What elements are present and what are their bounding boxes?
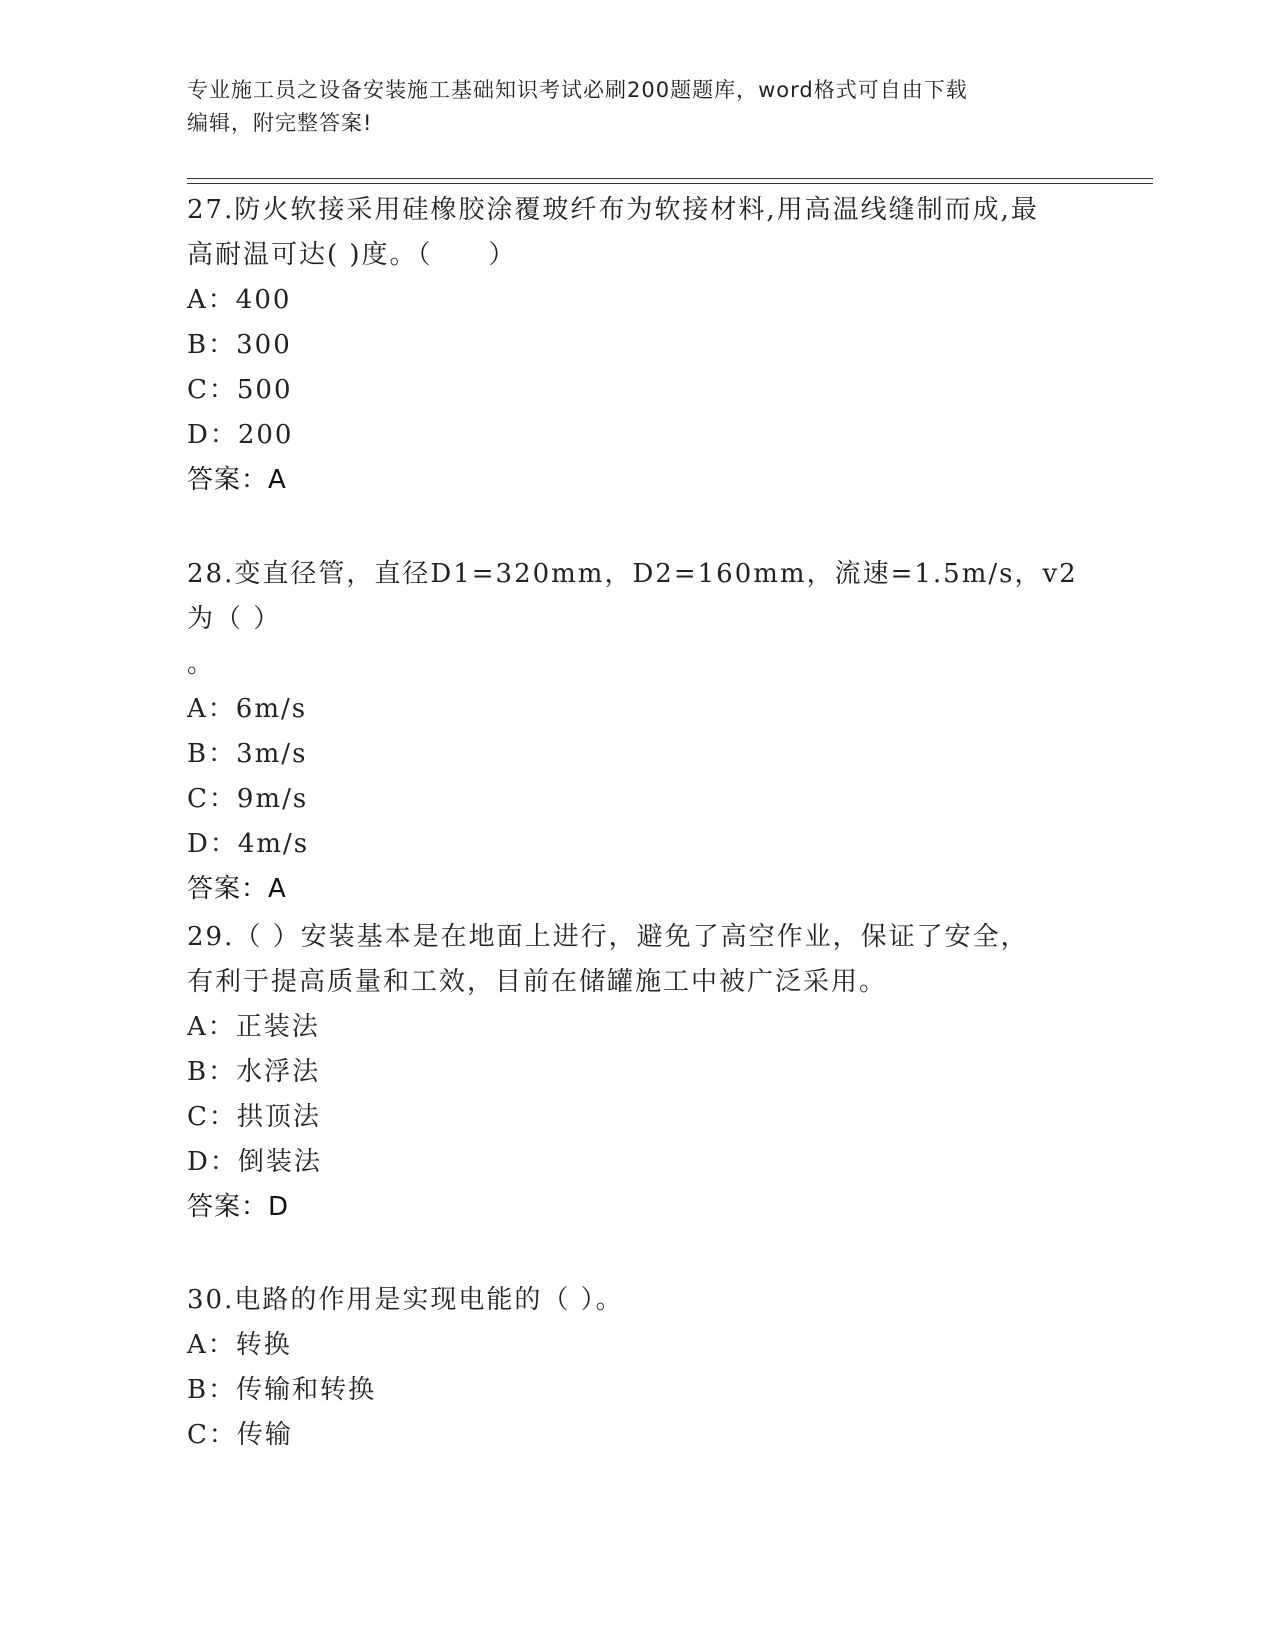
option-b: B：300 <box>187 330 292 360</box>
answer-text: 答案：A <box>187 465 287 495</box>
question-stem-line: 27.防火软接采用硅橡胶涂覆玻纤布为软接材料,用高温线缝制而成,最 <box>187 195 1039 225</box>
question-stem-line: 。 <box>187 649 216 679</box>
option-a: A：6m/s <box>187 694 308 724</box>
question-stem-line: 29.（ ）安装基本是在地面上进行，避免了高空作业，保证了安全， <box>187 922 1029 952</box>
question-stem <box>187 1278 1087 1323</box>
question-30 <box>187 1278 1087 1458</box>
question-stem <box>187 188 1087 278</box>
question-stem-line: 有利于提高质量和工效，目前在储罐施工中被广泛采用。 <box>187 967 888 997</box>
option-c: C：拱顶法 <box>187 1102 321 1132</box>
option-d: D：200 <box>187 420 294 450</box>
question-stem-line: 高耐温可达( )度。（ ） <box>187 240 517 270</box>
question-stem <box>187 915 1087 1005</box>
option-a: A：400 <box>187 285 292 315</box>
question-stem <box>187 552 1087 687</box>
header-divider-bottom <box>187 183 1153 184</box>
question-stem-line: 30.电路的作用是实现电能的（ ）。 <box>187 1285 624 1315</box>
option-b: B：传输和转换 <box>187 1375 377 1405</box>
question-27 <box>187 188 1087 503</box>
option-d: D：4m/s <box>187 829 310 859</box>
answer-text: 答案：D <box>187 1192 290 1222</box>
option-a: A：转换 <box>187 1330 292 1360</box>
option-c: C：500 <box>187 375 293 405</box>
document-header <box>187 74 1067 140</box>
question-29 <box>187 915 1087 1230</box>
option-c: C：9m/s <box>187 784 309 814</box>
option-c: C：传输 <box>187 1420 293 1450</box>
option-b: B：水浮法 <box>187 1057 321 1087</box>
answer-text: 答案：A <box>187 874 287 904</box>
option-a: A：正装法 <box>187 1012 320 1042</box>
header-title-line-2: 编辑，附完整答案! <box>187 111 373 135</box>
option-d: D：倒装法 <box>187 1147 322 1177</box>
question-28 <box>187 552 1087 912</box>
header-title-line-1: 专业施工员之设备安装施工基础知识考试必刷200题题库，word格式可自由下载 <box>187 78 968 102</box>
header-divider-top <box>187 178 1153 179</box>
option-b: B：3m/s <box>187 739 308 769</box>
question-stem-line: 28.变直径管，直径D1=320mm，D2=160mm，流速=1.5m/s，v2为（ ） <box>187 559 1078 634</box>
